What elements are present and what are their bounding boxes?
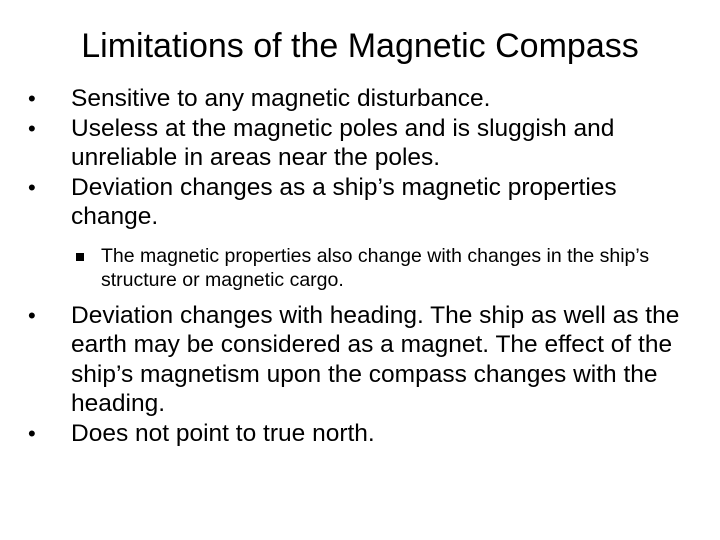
bullet-text: Deviation changes with heading. The ship as well as the earth may be considered as a magnet. The effect of the ship’s magnetism upon the compass changes with the heading.	[71, 301, 680, 417]
bullet-item	[28, 301, 698, 419]
bullet-item	[28, 173, 698, 232]
bullet-item	[28, 114, 698, 173]
bullet-item	[28, 84, 698, 114]
bullet-icon: •	[28, 86, 36, 111]
bullet-text: Useless at the magnetic poles and is sluggish and unreliable in areas near the poles.	[71, 114, 615, 171]
bullet-text: Does not point to true north.	[71, 419, 375, 447]
square-bullet-icon	[76, 253, 84, 261]
bullet-icon: •	[28, 174, 36, 200]
bullet-item	[28, 419, 698, 449]
sub-bullet-text: The magnetic properties also change with changes in the ship’s structure or magnetic cargo.	[101, 244, 650, 291]
bullet-icon: •	[28, 302, 36, 328]
bullet-icon: •	[28, 115, 36, 141]
bullet-list	[28, 84, 698, 448]
slide-title: Limitations of the Magnetic Compass	[81, 27, 639, 65]
bullet-icon: •	[28, 420, 36, 446]
bullet-text: Sensitive to any magnetic disturbance.	[71, 85, 491, 112]
sub-bullet-item	[76, 244, 698, 292]
bullet-text: Deviation changes as a ship’s magnetic properties change.	[71, 173, 617, 230]
